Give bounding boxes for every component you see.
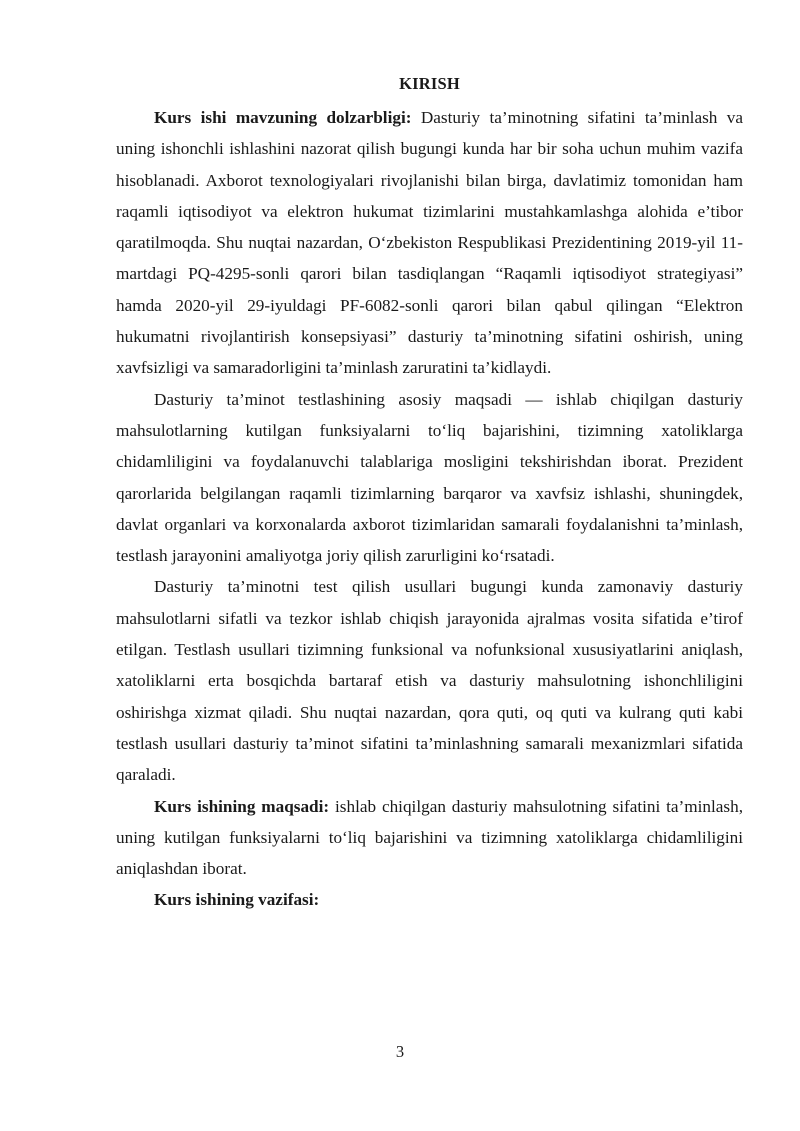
paragraph-relevance — [116, 102, 743, 384]
paragraph-text: Dasturiy ta’minotning sifatini ta’minlash va uning ishonchli ishlashini nazorat qilish bugungi kunda har bir soha uchun muhim vazifa hisoblanadi. Axborot texnologiyalari rivojlanishi bilan birga, davlatimiz tomonidan ham raqamli iqtisodiyot va elektron hukumat tizimlarini mustahkamlashga alohida e’tibor qaratilmoqda. Shu nuqtai nazardan, O‘zbekiston Respublikasi Prezidentining 2019-yil 11-martdagi PQ-4295-sonli qarori bilan tasdiqlangan “Raqamli iqtisodiyot strategiyasi” hamda 2020-yil 29-iyuldagi PF-6082-sonli qarori bilan qabul qilingan “Elektron hukumatni rivojlantirish konsepsiyasi” dasturiy ta’minotning sifatini oshirish, uning xavfsizligi va samaradorligini ta’minlash zaruratini ta’kidlaydi. — [116, 108, 744, 378]
paragraph-text: Dasturiy ta’minot testlashining asosiy maqsadi — ishlab chiqilgan dasturiy mahsulotlarning kutilgan funksiyalarni to‘liq bajarishini, tizimning xatoliklarga chidamliligini va foydalanuvchi talablariga mosligini tekshirishdan iborat. Prezident qarorlarida belgilangan raqamli tizimlarning barqaror va xavfsiz ishlashi, shuningdek, davlat organlari va korxonalarda axborot tizimlaridan samarali foydalanishni ta’minlash, testlash jarayonini amaliyotga joriy qilish zarurligini ko‘rsatadi. — [116, 389, 743, 566]
paragraph-lead: Kurs ishi mavzuning dolzarbligi: — [154, 108, 412, 127]
page-content — [116, 72, 743, 916]
paragraph-text: Dasturiy ta’minotni test qilish usullari bugungi kunda zamonaviy dasturiy mahsulotlarni sifatli va tezkor ishlab chiqish jarayonida ajralmas vosita sifatida e’tirof etilgan. Testlash usullari tizimning funksional va nofunksional xususiyatlarini aniqlash, xatoliklarni erta bosqichda bartaraf etish va dasturiy mahsulotning ishonchliligini oshirishga xizmat qiladi. Shu nuqtai nazardan, qora quti, oq quti va kulrang quti kabi testlash usullari dasturiy ta’minot sifatini ta’minlashning samarali mexanizmlari sifatida qaraladi. — [116, 577, 743, 785]
section-heading: KIRISH — [399, 74, 460, 93]
page-number: 3 — [395, 1042, 405, 1061]
paragraph-course-goal — [116, 791, 743, 885]
paragraph-lead: Kurs ishining vazifasi: — [154, 890, 320, 910]
paragraph-course-tasks — [116, 884, 743, 915]
paragraph-text: ishlab chiqilgan dasturiy mahsulotning sifatini ta’minlash, uning kutilgan funksiyalarni to‘liq bajarishini va tizimning xatoliklarga chidamliligini aniqlashdan iborat. — [116, 796, 744, 879]
paragraph-testing-methods — [116, 571, 743, 790]
paragraph-testing-goal — [116, 384, 743, 572]
paragraph-lead: Kurs ishining maqsadi: — [154, 796, 330, 816]
